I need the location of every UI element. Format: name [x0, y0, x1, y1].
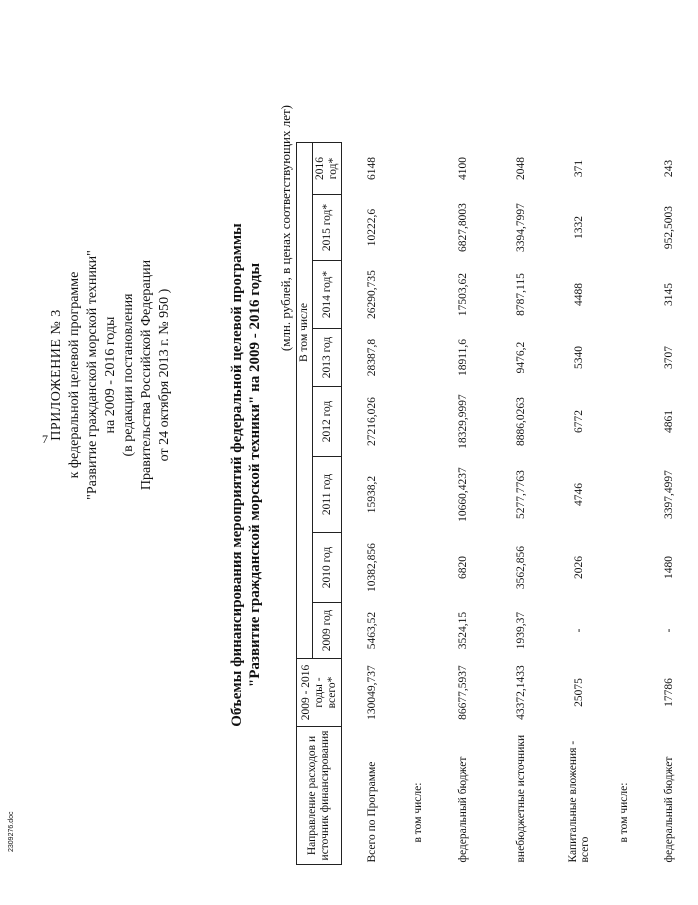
- cell-value: 10222,6: [366, 208, 378, 247]
- cell-value: 6148: [366, 157, 378, 180]
- row-total: 43372,1433: [515, 665, 527, 720]
- table-row: [492, 143, 550, 865]
- cell-value: 10382,856: [366, 543, 378, 592]
- page-number: 7: [42, 432, 48, 446]
- header-year: 2013 год: [313, 329, 342, 387]
- cell-value: 10660,4237: [457, 467, 469, 522]
- table-body: [342, 143, 698, 865]
- row-total: 25075: [573, 678, 585, 707]
- footer-filename: 2309276.doc: [8, 811, 15, 852]
- cell-value: 6827,8003: [457, 203, 469, 252]
- cell-value: 17503,62: [457, 272, 469, 317]
- cell-value: 4861: [663, 410, 675, 433]
- cell-value: -: [573, 628, 585, 633]
- header-year: 2015 год*: [313, 195, 342, 261]
- header-year: 2010 год: [313, 533, 342, 603]
- header-year: 2009 год: [313, 603, 342, 659]
- row-label: Всего по Программе: [366, 761, 378, 863]
- row-label: в том числе:: [618, 782, 630, 843]
- cell-value: 3397,4997: [663, 470, 675, 519]
- header-year: 2016 год*: [313, 143, 342, 195]
- appendix-line: "Развитие гражданской морской техники": [85, 250, 100, 500]
- cell-value: 4488: [573, 283, 585, 306]
- cell-value: 4746: [573, 483, 585, 506]
- header-direction: Направление расходов и источник финансирования: [297, 727, 342, 865]
- cell-value: 4100: [457, 157, 469, 180]
- title-line: "Развитие гражданской морской техники" на 2009 - 2016 годы: [247, 262, 263, 688]
- cell-value: 5277,7763: [515, 470, 527, 519]
- appendix-line: к федеральной целевой программе: [67, 271, 82, 479]
- header-year: 2012 год: [313, 387, 342, 457]
- cell-value: 27216,026: [366, 397, 378, 446]
- row-total: 130049,737: [366, 665, 378, 720]
- financing-table: [296, 142, 698, 865]
- units-note: (млн. рублей, в ценах соответствующих лет): [278, 105, 293, 352]
- cell-value: 9476,2: [515, 341, 527, 374]
- cell-value: 18329,9997: [457, 394, 469, 449]
- row-label: в том числе:: [412, 782, 424, 843]
- cell-value: 8886,0263: [515, 397, 527, 446]
- cell-value: 6772: [573, 410, 585, 433]
- cell-value: 15938,2: [366, 475, 378, 514]
- header-group: В том числе: [297, 143, 313, 659]
- appendix-heading: ПРИЛОЖЕНИЕ № 3: [49, 309, 64, 441]
- row-label: федеральный бюджет: [457, 756, 469, 863]
- cell-value: 5463,52: [366, 611, 378, 650]
- table-row: [342, 143, 403, 865]
- cell-value: 8787,115: [515, 273, 527, 316]
- cell-value: 5340: [573, 346, 585, 369]
- cell-value: 26290,735: [366, 270, 378, 319]
- cell-value: 3394,7997: [515, 203, 527, 252]
- row-label: внебюджетные источники: [515, 734, 527, 863]
- title-line: Объемы финансирования мероприятий федеральной целевой программы: [229, 223, 245, 727]
- appendix-line: (в редакции постановления: [121, 293, 136, 457]
- appendix-line: Правительства Российской Федерации: [139, 259, 154, 491]
- cell-value: 243: [663, 159, 675, 178]
- row-label: Капитальные вложения - всего: [567, 740, 591, 863]
- table-header: [297, 143, 342, 865]
- row-total: 86677,5937: [457, 665, 469, 720]
- header-year: 2014 год*: [313, 261, 342, 329]
- table-row: [608, 143, 640, 865]
- table-row: [434, 143, 492, 865]
- cell-value: 2026: [573, 556, 585, 579]
- cell-value: 1480: [663, 556, 675, 579]
- table-row: [550, 143, 608, 865]
- cell-value: 3562,856: [515, 545, 527, 590]
- row-total: 17786: [663, 678, 675, 707]
- row-label: федеральный бюджет: [663, 756, 675, 863]
- cell-value: 18911,6: [457, 339, 469, 376]
- cell-value: 3707: [663, 346, 675, 369]
- header-year: 2011 год: [313, 457, 342, 533]
- cell-value: 6820: [457, 556, 469, 579]
- appendix-line: от 24 октября 2013 г. № 950 ): [157, 288, 172, 462]
- cell-value: 1939,37: [515, 611, 527, 650]
- document-title: [228, 155, 264, 795]
- cell-value: 3524,15: [457, 611, 469, 650]
- cell-value: 2048: [515, 157, 527, 180]
- table-row: [402, 143, 434, 865]
- cell-value: 952,5003: [663, 205, 675, 250]
- cell-value: -: [663, 628, 675, 633]
- cell-value: 1332: [573, 216, 585, 239]
- appendix-block: [48, 135, 174, 615]
- cell-value: 371: [573, 159, 585, 178]
- cell-value: 28387,8: [366, 338, 378, 377]
- cell-value: 3145: [663, 283, 675, 306]
- appendix-line: на 2009 - 2016 годы: [103, 316, 118, 434]
- header-total: 2009 - 2016 годы - всего*: [297, 659, 342, 727]
- table-row: [640, 143, 698, 865]
